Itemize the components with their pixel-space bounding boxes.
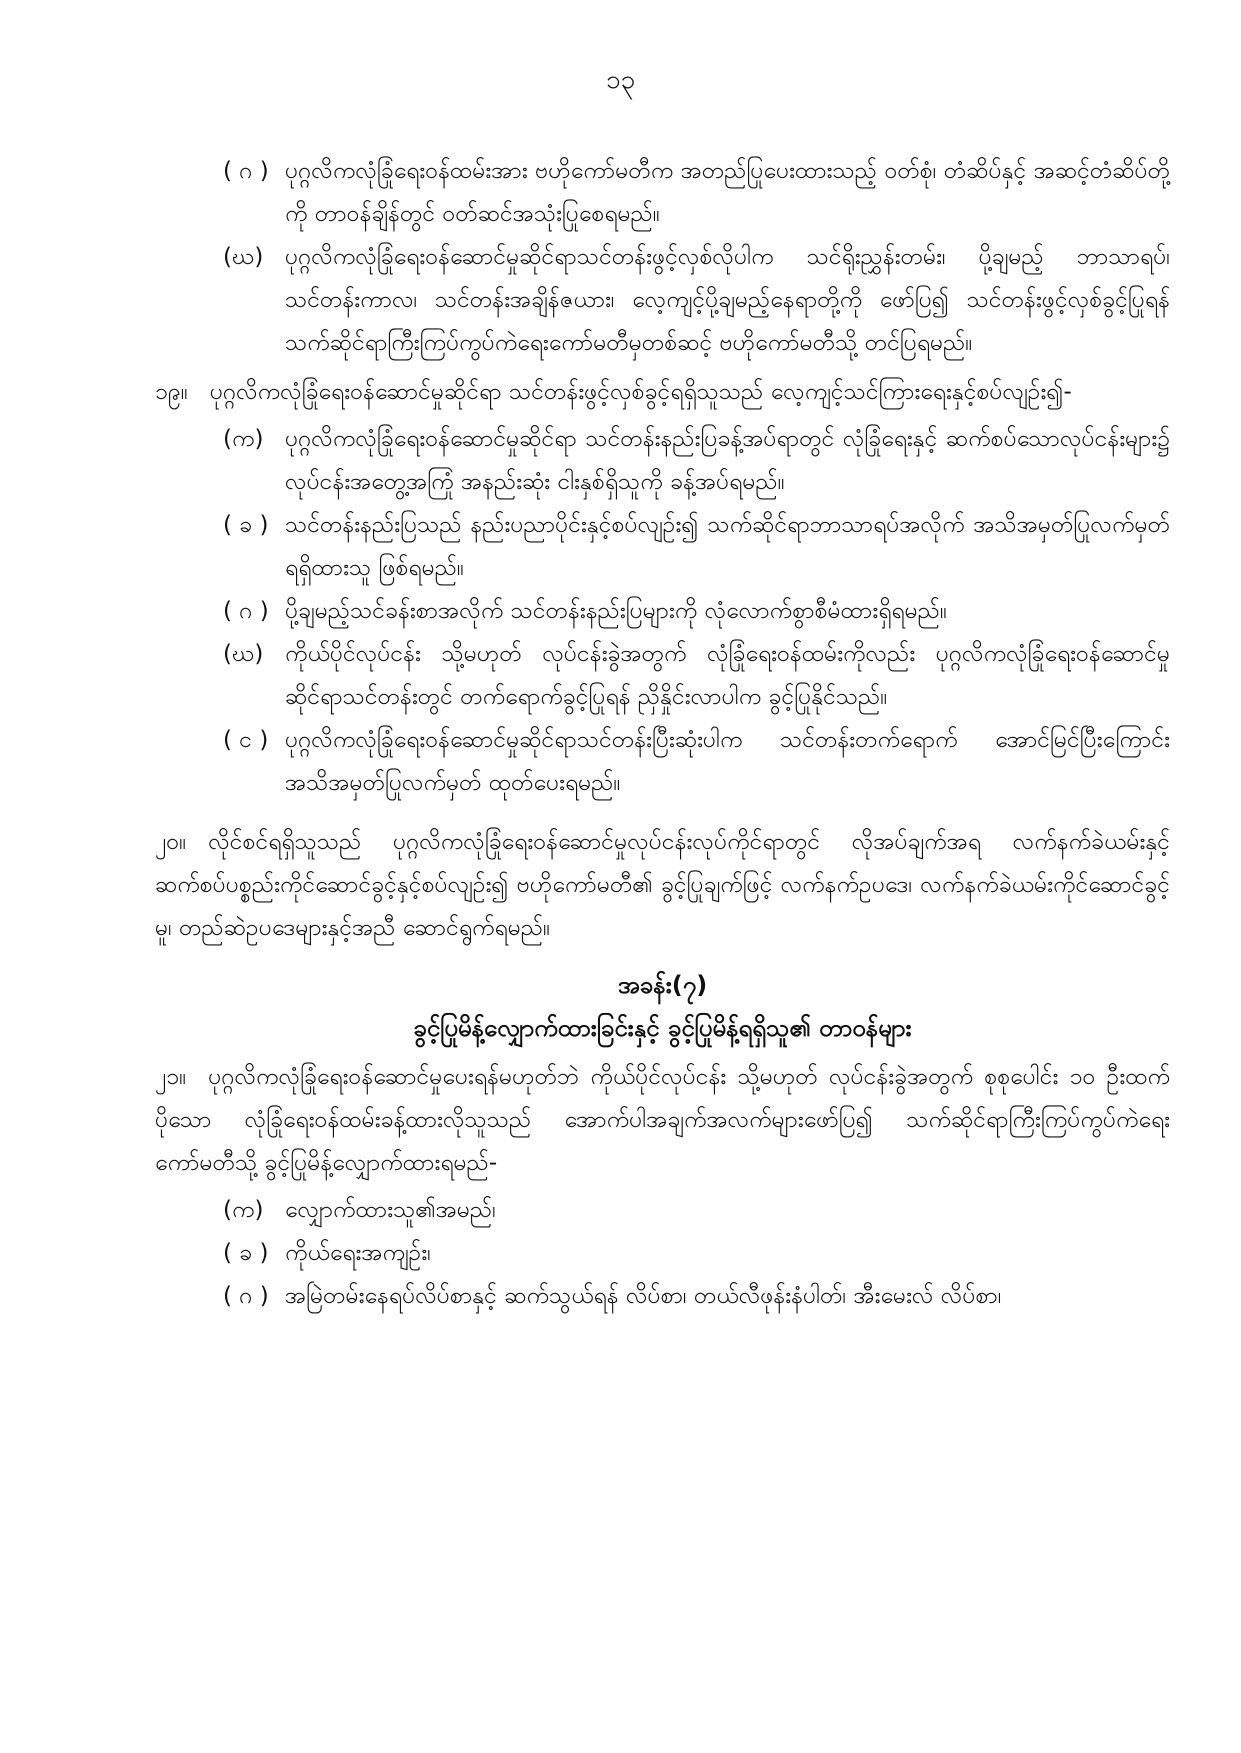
item-text: ပို့ချမည့်သင်ခန်းစာအလိုက် သင်တန်းနည်းပြများကို လုံလောက်စွာစီမံထားရှိရမည်။: [285, 598, 947, 624]
item-label: ( ဂ ): [223, 1283, 269, 1309]
item-text: ကိုယ်ပိုင်လုပ်ငန်း သို့မဟုတ် လုပ်ငန်းခွဲအတွက် လုံခြုံရေးဝန်ထမ်းကိုလည်း ပုဂ္ဂလိကလုံခြုံရေးဝန်ဆောင်မှုဆိုင်ရာသင်တန်းတွင် တက်ရောက်ခွင့်ပြုရန် ညှိနှိုင်းလာပါက ခွင့်ပြုနိုင်သည်။: [285, 641, 1170, 710]
section-number: ၁၉။: [155, 379, 188, 405]
list-item: [223, 1189, 1170, 1232]
item-text: လျှောက်ထားသူ၏အမည်၊: [285, 1197, 496, 1223]
item-text: ပုဂ္ဂလိကလုံခြုံရေးဝန်ဆောင်မှုဆိုင်ရာ သင်တန်းနည်းပြခန့်အပ်ရာတွင် လုံခြုံရေးနှင့် ဆက်စပ်သောလုပ်ငန်းများ၌ လုပ်ငန်းအတွေ့အကြုံ အနည်းဆုံး ငါးနှစ်ရှိသူကို ခန့်အပ်ရမည်။: [285, 426, 1170, 495]
list-item: [223, 504, 1170, 590]
item-text: ပုဂ္ဂလိကလုံခြုံရေးဝန်ထမ်းအား ဗဟိုကော်မတီက အတည်ပြုပေးထားသည့် ဝတ်စုံ၊ တံဆိပ်နှင့် အဆင့်တံဆိပ်တို့ကို တာဝန်ချိန်တွင် ဝတ်ဆင်အသုံးပြုစေရမည်။: [285, 158, 1170, 227]
list-item: [223, 719, 1170, 805]
list-item: [223, 150, 1170, 236]
item-label: (ဃ): [223, 244, 264, 270]
page-number: ၁၃: [605, 65, 636, 95]
item-text: ပုဂ္ဂလိကလုံခြုံရေးဝန်ဆောင်မှုဆိုင်ရာသင်တန်းဖွင့်လှစ်လိုပါက သင်ရိုးညွှန်းတမ်း၊ ပို့ချမည့် ဘာသာရပ်၊ သင်တန်းကာလ၊ သင်တန်းအချိန်ဇယား၊ လေ့ကျင့်ပို့ချမည့်နေရာတို့ကို ဖော်ပြ၍ သင်တန်းဖွင့်လှစ်ခွင့်ပြုရန် သက်ဆိုင်ရာကြီးကြပ်ကွပ်ကဲရေးကော်မတီမှတစ်ဆင့် ဗဟိုကော်မတီသို့ တင်ပြရမည်။: [285, 244, 1170, 356]
list-item: [223, 236, 1170, 365]
chapter-title: ခွင့်ပြုမိန့်လျှောက်ထားခြင်းနှင့် ခွင့်ပြုမိန့်ရရှိသူ၏ တာဝန်များ: [413, 1014, 912, 1042]
list-item: [223, 418, 1170, 504]
item-label: ( ဂ ): [223, 598, 269, 624]
section-text: ပုဂ္ဂလိကလုံခြုံရေးဝန်ဆောင်မှုပေးရန်မဟုတ်ဘဲ ကိုယ်ပိုင်လုပ်ငန်း သို့မဟုတ် လုပ်ငန်းခွဲအတွက် စုစုပေါင်း ၁၀ ဦးထက်ပိုသော လုံခြုံရေးဝန်ထမ်းခန့်ထားလိုသူသည် အောက်ပါအချက်အလက်များဖော်ပြ၍ သက်ဆိုင်ရာကြီးကြပ်ကွပ်ကဲရေးကော်မတီသို့ ခွင့်ပြုမိန့်လျှောက်ထားရမည်-: [155, 1064, 1170, 1176]
list-item: [223, 590, 1170, 633]
chapter-number: အခန်း(၇): [617, 971, 708, 999]
list-item: [223, 1232, 1170, 1275]
section-number: ၂၀။: [155, 829, 187, 855]
section-text: လိုင်စင်ရရှိသူသည် ပုဂ္ဂလိကလုံခြုံရေးဝန်ဆောင်မှုလုပ်ငန်းလုပ်ကိုင်ရာတွင် လိုအပ်ချက်အရ လက်နက်ခဲယမ်းနှင့် ဆက်စပ်ပစ္စည်းကိုင်ဆောင်ခွင့်နှင့်စပ်လျဉ်း၍ ဗဟိုကော်မတီ၏ ခွင့်ပြုချက်ဖြင့် လက်နက်ဥပဒေ၊ လက်နက်ခဲယမ်းကိုင်ဆောင်ခွင့်မူ၊ တည်ဆဲဥပဒေများနှင့်အညီ ဆောင်ရွက်ရမည်။: [155, 829, 1170, 941]
item-text: ကိုယ်ရေးအကျဉ်း၊: [285, 1240, 431, 1266]
section-20: [155, 821, 1170, 950]
list-item: [223, 633, 1170, 719]
section-21: [155, 1056, 1170, 1185]
item-label: ( ခ ): [223, 1240, 269, 1266]
section-19: [155, 371, 1170, 414]
list-item: [223, 1275, 1170, 1318]
item-label: ( င ): [223, 727, 269, 753]
section-text: ပုဂ္ဂလိကလုံခြုံရေးဝန်ဆောင်မှုဆိုင်ရာ သင်တန်းဖွင့်လှစ်ခွင့်ရရှိသူသည် လေ့ကျင့်သင်ကြားရေးနှင့်စပ်လျဉ်း၍-: [209, 379, 1072, 405]
item-label: ( ဂ ): [223, 158, 269, 184]
item-label: ( ခ ): [223, 512, 269, 538]
item-text: သင်တန်းနည်းပြသည် နည်းပညာပိုင်းနှင့်စပ်လျဉ်း၍ သက်ဆိုင်ရာဘာသာရပ်အလိုက် အသိအမှတ်ပြုလက်မှတ်ရရှိထားသူ ဖြစ်ရမည်။: [285, 512, 1170, 581]
item-label: (ဃ): [223, 641, 264, 667]
section-number: ၂၁။: [155, 1064, 187, 1090]
item-label: (က): [223, 426, 264, 452]
item-text: အမြဲတမ်းနေရပ်လိပ်စာနှင့် ဆက်သွယ်ရန် လိပ်စာ၊ တယ်လီဖုန်းနံပါတ်၊ အီးမေးလ် လိပ်စာ၊: [285, 1283, 1002, 1309]
item-label: (က): [223, 1197, 264, 1223]
item-text: ပုဂ္ဂလိကလုံခြုံရေးဝန်ဆောင်မှုဆိုင်ရာသင်တန်းပြီးဆုံးပါက သင်တန်းတက်ရောက် အောင်မြင်ပြီးကြောင်း အသိအမှတ်ပြုလက်မှတ် ထုတ်ပေးရမည်။: [285, 727, 1170, 796]
document-body: [155, 150, 1170, 1318]
